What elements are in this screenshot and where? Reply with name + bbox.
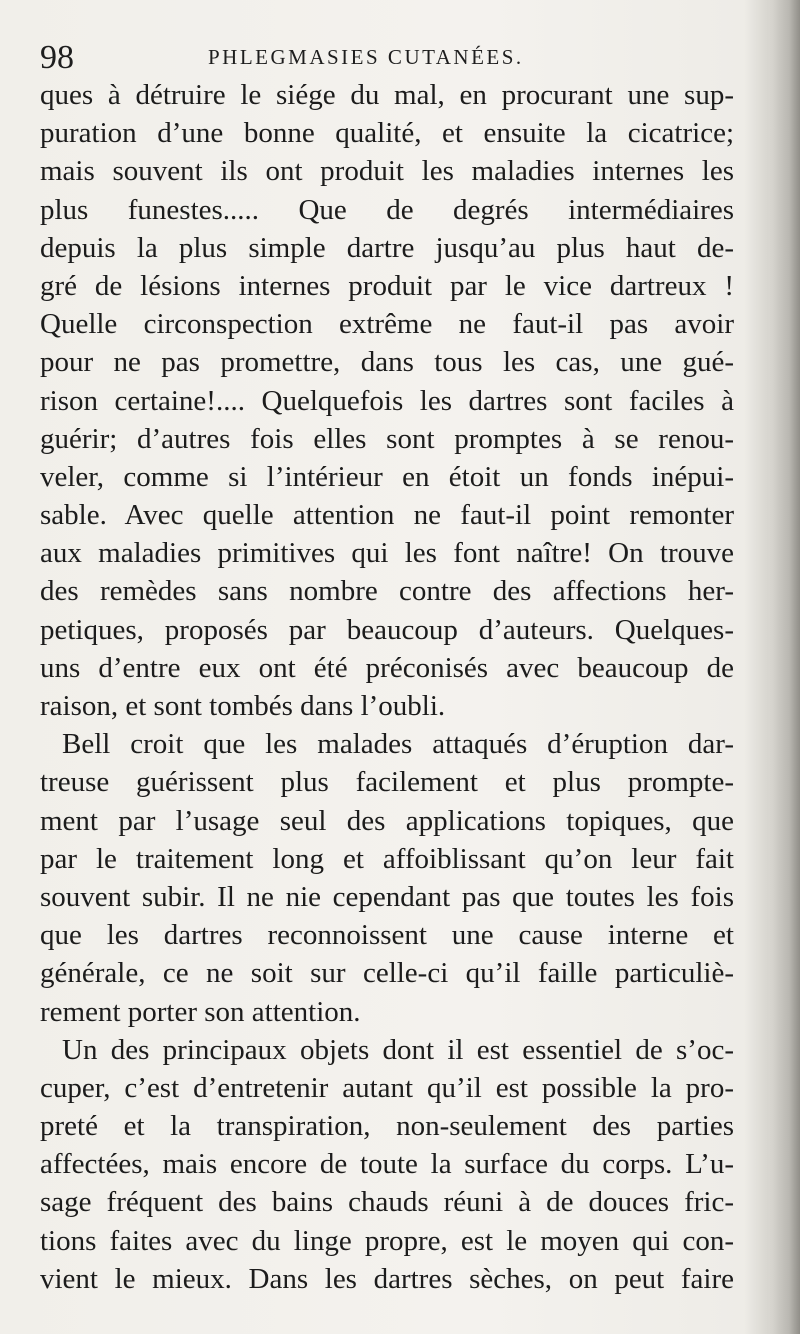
text-line: raison, et sont tombés dans l’oubli. — [40, 690, 446, 722]
text-line: vient le mieux. Dans les dartres sèches, on peut faire — [40, 1262, 734, 1295]
text-line: uns d’entre eux ont été préconisés avec beaucoup de — [40, 651, 734, 684]
text-line: petiques, proposés par beaucoup d’auteurs. Quelques- — [40, 613, 734, 646]
text-line: rement porter son attention. — [40, 995, 361, 1028]
text-line: par le traitement long et affoiblissant qu’on leur fait — [40, 842, 734, 875]
text-line: générale, ce ne soit sur celle-ci qu’il faille particuliè- — [40, 957, 734, 990]
text-line: sable. Avec quelle attention ne faut-il point remonter — [40, 499, 734, 532]
text-line: souvent subir. Il ne nie cependant pas que toutes les fois — [40, 880, 734, 913]
text-line: aux maladies primitives qui les font naître! On trouve — [40, 537, 734, 570]
text-line: Un des principaux objets dont il est essentiel de s’oc- — [62, 1033, 734, 1066]
text-line: gré de lésions internes produit par le vice dartreux ! — [40, 269, 734, 302]
text-line: Quelle circonspection extrême ne faut-il pas avoir — [40, 308, 734, 341]
text-line: ques à détruire le siége du mal, en procurant une sup- — [40, 79, 734, 111]
paragraph-3 — [40, 1031, 734, 1298]
text-line: treuse guérissent plus facilement et plus prompte- — [40, 766, 734, 799]
paragraph-1 — [40, 76, 734, 725]
text-line: des remèdes sans nombre contre des affections her- — [40, 575, 734, 608]
text-line: ment par l’usage seul des applications topiques, que — [40, 804, 734, 837]
text-line: rison certaine!.... Quelquefois les dartres sont faciles à — [40, 384, 734, 417]
text-line: que les dartres reconnoissent une cause interne et — [40, 919, 734, 952]
text-line: preté et la transpiration, non-seulement des parties — [40, 1110, 734, 1143]
body-text — [40, 76, 734, 1298]
text-line: cuper, c’est d’entretenir autant qu’il est possible la pro- — [40, 1071, 734, 1104]
page-number: 98 — [40, 39, 74, 76]
page-header — [40, 38, 740, 78]
text-line: Bell croit que les malades attaqués d’éruption dar- — [62, 728, 734, 761]
page-edge-shadow — [772, 0, 800, 1334]
running-title: PHLEGMASIES CUTANÉES. — [208, 45, 524, 69]
text-line: pour ne pas promettre, dans tous les cas, une gué- — [40, 346, 734, 379]
text-line: veler, comme si l’intérieur en étoit un fonds inépui- — [40, 460, 734, 493]
text-line: sage fréquent des bains chauds réuni à de douces fric- — [40, 1186, 734, 1219]
text-line: plus funestes..... Que de degrés intermédiaires — [40, 193, 734, 226]
paragraph-2 — [40, 725, 734, 1031]
text-line: mais souvent ils ont produit les maladies internes les — [40, 155, 734, 188]
text-line: tions faites avec du linge propre, est le moyen qui con- — [40, 1224, 734, 1257]
text-line: depuis la plus simple dartre jusqu’au plus haut de- — [40, 231, 734, 264]
text-line: puration d’une bonne qualité, et ensuite la cicatrice; — [40, 117, 734, 150]
text-line: affectées, mais encore de toute la surface du corps. L’u- — [40, 1148, 734, 1181]
text-line: guérir; d’autres fois elles sont promptes à se renou- — [40, 422, 734, 455]
